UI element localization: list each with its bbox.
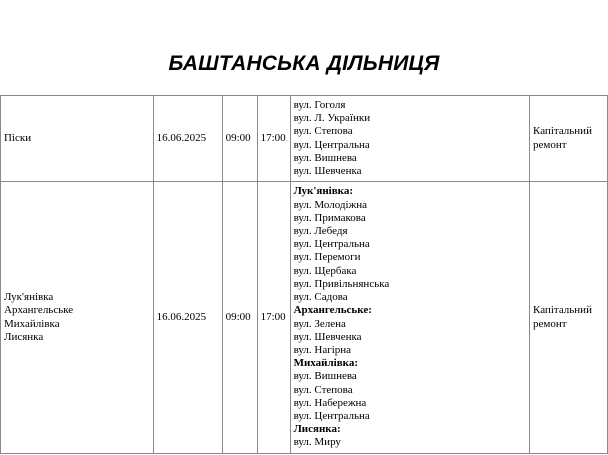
reason-text: Капітальний	[533, 125, 592, 138]
street-name: вул. Миру	[293, 436, 341, 449]
settlement-heading: Архангельське:	[293, 304, 372, 317]
street-name: вул. Шевченка	[293, 330, 362, 343]
settlement-heading: Лук'янівка:	[293, 185, 354, 198]
reason-cell	[530, 96, 608, 182]
street-name: вул. Степова	[293, 383, 353, 396]
time-from: 09:00	[225, 131, 251, 144]
time-to-cell	[257, 96, 290, 182]
street-name: вул. Перемоги	[293, 251, 361, 264]
reason-cell	[530, 182, 608, 454]
time-to: 17:00	[260, 310, 286, 323]
street-name: вул. Л. Українки	[293, 112, 371, 125]
table-row	[1, 96, 608, 182]
reason-text: Капітальний	[533, 304, 592, 317]
street-name: вул. Зелена	[293, 317, 346, 330]
streets-cell	[290, 182, 529, 454]
settlements-cell	[1, 182, 154, 454]
page-title: БАШТАНСЬКА ДІЛЬНИЦЯ	[168, 52, 440, 75]
street-name: вул. Гоголя	[293, 98, 346, 111]
outage-date: 16.06.2025	[156, 310, 207, 323]
street-name: вул. Степова	[293, 125, 353, 138]
street-name: вул. Шевченка	[293, 164, 362, 177]
table-body	[1, 96, 608, 454]
street-name: вул. Примакова	[293, 211, 366, 224]
street-name: вул. Щербака	[293, 264, 357, 277]
street-name: вул. Вишнева	[293, 370, 357, 383]
settlement-heading: Михайлівка:	[293, 357, 358, 370]
reason-text: ремонт	[533, 138, 567, 151]
date-cell	[153, 96, 222, 182]
settlement-name: Піски	[4, 131, 32, 144]
outage-schedule-table	[0, 95, 608, 454]
street-name: вул. Молодіжна	[293, 198, 367, 211]
street-name: вул. Нагірна	[293, 343, 352, 356]
settlements-cell	[1, 96, 154, 182]
time-to: 17:00	[260, 131, 286, 144]
street-name: вул. Центральна	[293, 409, 370, 422]
street-name: вул. Набережна	[293, 396, 367, 409]
settlement-name: Лисянка	[4, 330, 44, 343]
streets-cell	[290, 96, 529, 182]
table-row	[1, 182, 608, 454]
street-name: вул. Центральна	[293, 138, 370, 151]
street-name: вул. Лебедя	[293, 225, 348, 238]
time-from: 09:00	[225, 310, 251, 323]
settlement-name: Лук'янівка	[4, 291, 54, 304]
street-name: вул. Привільнянська	[293, 277, 390, 290]
reason-text: ремонт	[533, 317, 567, 330]
settlement-name: Архангельське	[4, 304, 74, 317]
time-from-cell	[222, 96, 257, 182]
date-cell	[153, 182, 222, 454]
time-to-cell	[257, 182, 290, 454]
street-name: вул. Центральна	[293, 238, 370, 251]
settlement-heading: Лисянка:	[293, 423, 341, 436]
street-name: вул. Вишнева	[293, 151, 357, 164]
settlement-name: Михайлівка	[4, 317, 60, 330]
time-from-cell	[222, 182, 257, 454]
street-name: вул. Садова	[293, 291, 348, 304]
outage-date: 16.06.2025	[156, 131, 207, 144]
